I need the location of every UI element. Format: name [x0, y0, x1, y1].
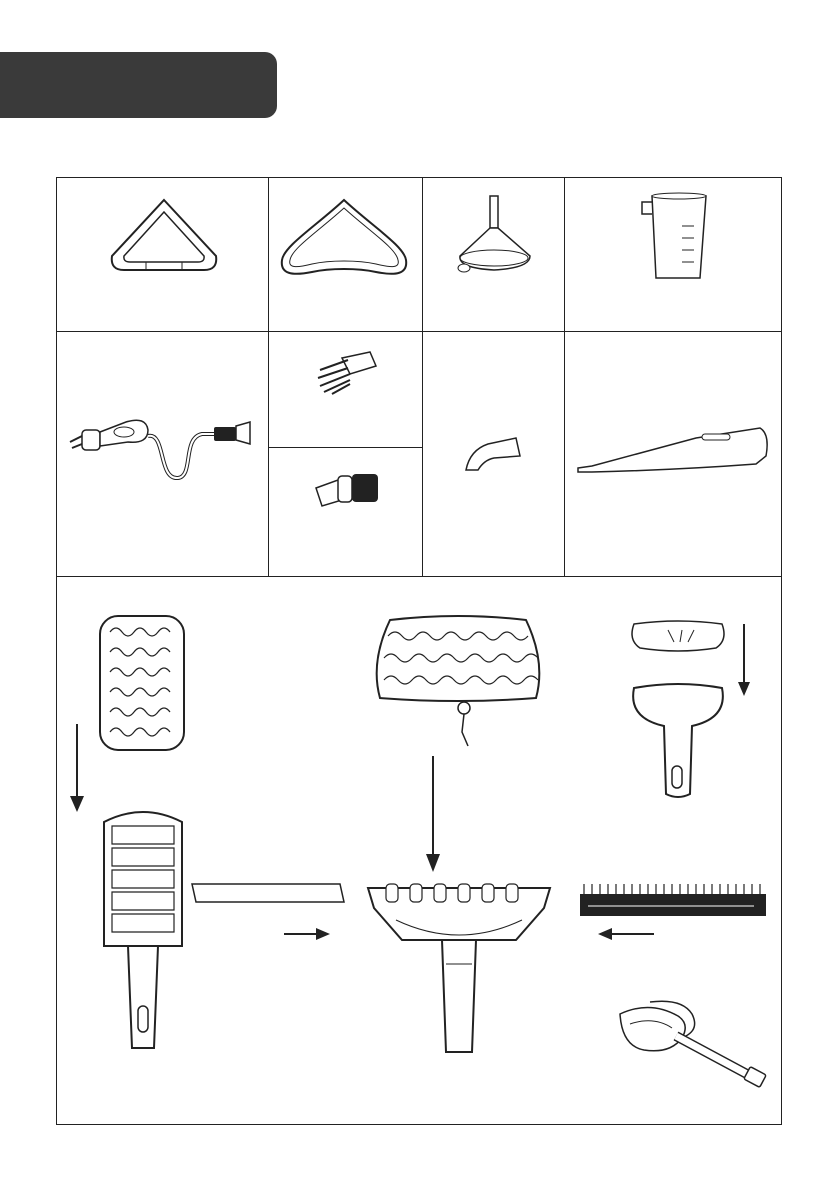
grid-divider: [57, 576, 781, 577]
grid-divider: [268, 178, 269, 576]
angled-brush-icon: [314, 350, 378, 398]
down-arrow-icon: [70, 724, 84, 812]
grid-divider: [564, 178, 565, 576]
right-arrow-icon: [284, 927, 330, 941]
hose-icon: [70, 412, 260, 484]
funnel-icon: [454, 194, 536, 282]
squeegee-icon: [628, 678, 728, 800]
scraper-blade-icon: [190, 880, 346, 908]
cloth-strap-icon: [610, 994, 770, 1098]
grid-divider: [422, 178, 423, 576]
section-header-tab: [0, 52, 277, 118]
pad-frame-icon: [100, 802, 186, 1052]
round-brush-icon: [314, 470, 380, 510]
brush-head-icon: [366, 880, 552, 1056]
left-arrow-icon: [598, 927, 654, 941]
triangle-pad-icon: [276, 196, 412, 280]
angled-nozzle-icon: [464, 436, 522, 472]
scrub-strip-icon: [578, 880, 768, 918]
measuring-cup-icon: [636, 192, 712, 284]
triangle-frame-icon: [106, 196, 222, 276]
jet-nozzle-icon: [576, 426, 772, 478]
grid-divider: [57, 331, 781, 332]
squeegee-cover-icon: [628, 618, 728, 654]
chenille-pad-icon: [96, 612, 188, 754]
grid-divider: [269, 447, 422, 448]
down-arrow-icon: [738, 624, 750, 696]
chenille-pad-wide-icon: [370, 612, 546, 752]
down-arrow-icon: [426, 756, 440, 872]
